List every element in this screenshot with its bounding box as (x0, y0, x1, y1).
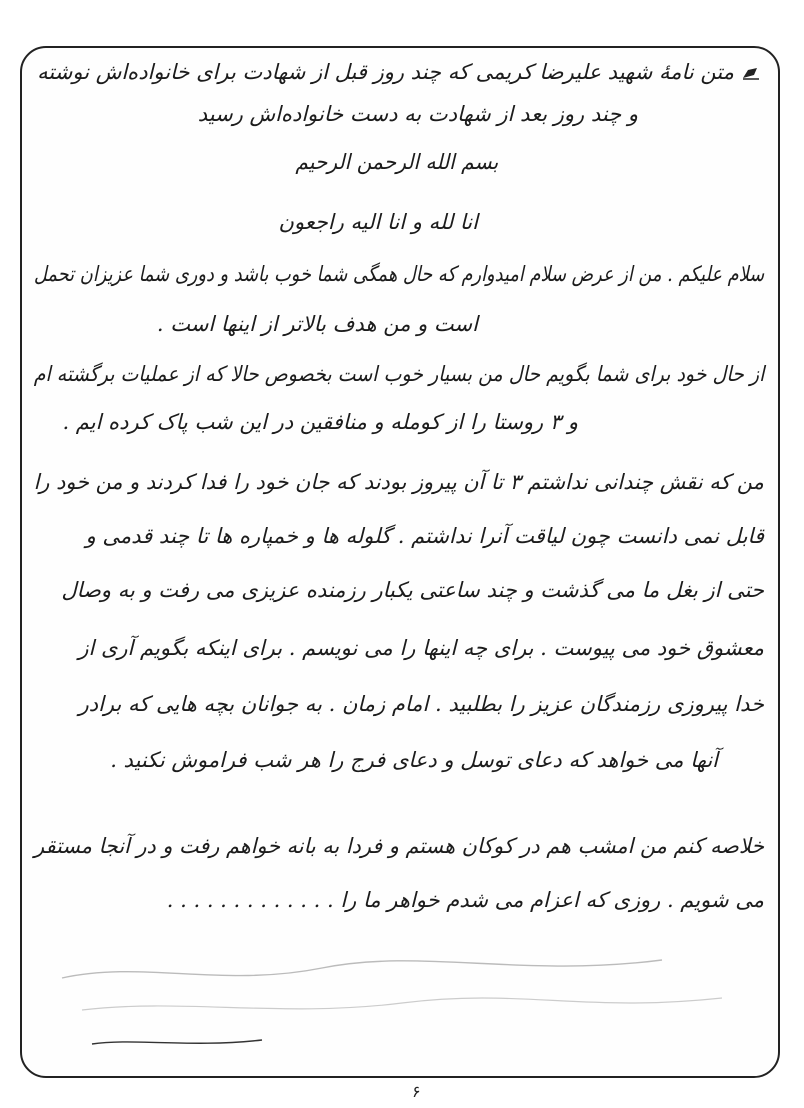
letter-body-line-10: آنها می خواهد که دعای توسل و دعای فرج را هر شب فراموش نکنید . (110, 748, 718, 772)
letter-body-line-12: می شویم . روزی که اعزام می شدم خواهر ما را . . . . . . . . . . . . . (166, 888, 764, 912)
letter-body-line-11: خلاصه کنم من امشب هم در کوکان هستم و فردا به بانه خواهم رفت و در آنجا مستقر (34, 834, 764, 858)
letter-header-line-1: متن نامهٔ شهید علیرضا کریمی که چند روز قبل از شهادت برای خانواده‌اش نوشته (37, 60, 734, 84)
handwritten-letter-page (20, 46, 780, 1078)
letter-header-line-2: و چند روز بعد از شهادت به دست خانواده‌اش رسید (197, 102, 638, 126)
page-number: ۶ (412, 1082, 421, 1101)
letter-body-line-4: و ۳ روستا را از کومله و منافقین در این شب پاک کرده ایم . (62, 410, 578, 434)
quranic-verse: انا لله و انا الیه راجعون (278, 210, 478, 234)
letter-body-line-1: سلام علیکم . من از عرض سلام امیدوارم که حال همگی شما خوب باشد و دوری شما عزیزان تحمل (33, 262, 764, 286)
letter-body-line-3: از حال خود برای شما بگویم حال من بسیار خوب است بخصوص حالا که از عملیات برگشته ام (33, 362, 764, 386)
letter-body-line-8: معشوق خود می پیوست . برای چه اینها را می نویسم . برای اینکه بگویم آری از (78, 636, 764, 660)
letter-body-line-5: من که نقش چندانی نداشتم ۳ تا آن پیروز بودند که جان خود را فدا کردند و من خود را (33, 470, 764, 494)
bismillah: بسم الله الرحمن الرحیم (295, 150, 499, 174)
letter-body-line-9: خدا پیروزی رزمندگان عزیز را بطلبید . امام زمان . به جوانان بچه هایی که برادر (78, 692, 764, 716)
letter-body-line-6: قابل نمی دانست چون لیاقت آنرا نداشتم . گلوله ها و خمپاره ها تا چند قدمی و (85, 524, 764, 548)
letter-body-line-2: است و من هدف بالاتر از اینها است . (156, 312, 478, 336)
letter-body-line-7: حتی از بغل ما می گذشت و چند ساعتی یکبار رزمنده عزیزی می رفت و به وصال (61, 578, 764, 602)
faded-scribbles (22, 48, 780, 1078)
